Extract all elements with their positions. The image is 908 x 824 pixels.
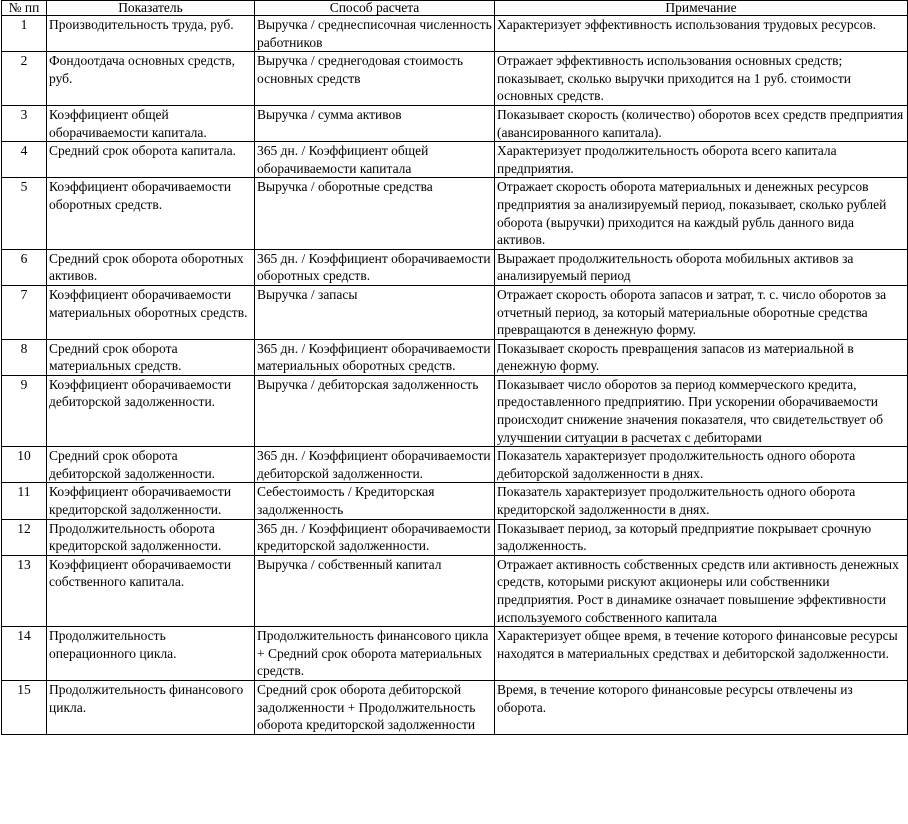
row-indicator: Фондоотдача основных средств, руб. <box>47 52 255 106</box>
row-note: Показывает период, за который предприятие покрывает срочную задолженность. <box>495 519 908 555</box>
row-number: 4 <box>2 142 47 178</box>
row-note: Показатель характеризует продолжительность одного оборота дебиторской задолженности в днях. <box>495 447 908 483</box>
row-method: Выручка / сумма активов <box>255 105 495 141</box>
row-indicator: Продолжительность оборота кредиторской задолженности. <box>47 519 255 555</box>
row-method: 365 дн. / Коэффициент оборачиваемости оборотных средств. <box>255 249 495 285</box>
row-indicator: Коэффициент оборачиваемости материальных оборотных средств. <box>47 285 255 339</box>
table-row <box>2 178 908 249</box>
row-number: 8 <box>2 339 47 375</box>
header-indicator: Показатель <box>47 1 255 16</box>
table-row <box>2 627 908 681</box>
row-number: 11 <box>2 483 47 519</box>
row-number: 13 <box>2 555 47 626</box>
row-method: Выручка / среднесписочная численность работников <box>255 16 495 52</box>
table-row <box>2 105 908 141</box>
row-note: Показывает число оборотов за период коммерческого кредита, предоставленного предприятию. При ускорении оборачиваемости происходит снижение значения показателя, что свидетельствует об улучшении ситуации в расчетах с дебиторами <box>495 375 908 446</box>
table-row <box>2 249 908 285</box>
row-number: 9 <box>2 375 47 446</box>
header-row <box>2 1 908 16</box>
row-note: Отражает эффективность использования основных средств; показывает, сколько выручки приходится на 1 руб. стоимости основных средств. <box>495 52 908 106</box>
table-row <box>2 519 908 555</box>
header-number: № пп <box>2 1 47 16</box>
row-number: 2 <box>2 52 47 106</box>
table-row <box>2 375 908 446</box>
table-row <box>2 555 908 626</box>
row-number: 3 <box>2 105 47 141</box>
row-note: Показатель характеризует продолжительность одного оборота кредиторской задолженности в днях. <box>495 483 908 519</box>
row-note: Отражает скорость оборота материальных и денежных ресурсов предприятия за анализируемый период, показывает, сколько рублей оборота (выручки) приходится на каждый рубль данного вида активов. <box>495 178 908 249</box>
header-method: Способ расчета <box>255 1 495 16</box>
row-note: Характеризует эффективность использования трудовых ресурсов. <box>495 16 908 52</box>
row-note: Характеризует продолжительность оборота всего капитала предприятия. <box>495 142 908 178</box>
row-indicator: Средний срок оборота оборотных активов. <box>47 249 255 285</box>
row-note: Показывает скорость превращения запасов из материальной в денежную форму. <box>495 339 908 375</box>
row-indicator: Коэффициент оборачиваемости кредиторской задолженности. <box>47 483 255 519</box>
row-method: 365 дн. / Коэффициент общей оборачиваемости капитала <box>255 142 495 178</box>
header-note: Примечание <box>495 1 908 16</box>
table-row <box>2 16 908 52</box>
row-number: 7 <box>2 285 47 339</box>
row-method: Себестоимость / Кредиторская задолженность <box>255 483 495 519</box>
row-indicator: Средний срок оборота материальных средств. <box>47 339 255 375</box>
row-indicator: Коэффициент оборачиваемости собственного капитала. <box>47 555 255 626</box>
row-method: Выручка / запасы <box>255 285 495 339</box>
row-indicator: Средний срок оборота дебиторской задолженности. <box>47 447 255 483</box>
row-indicator: Коэффициент общей оборачиваемости капитала. <box>47 105 255 141</box>
row-method: Средний срок оборота дебиторской задолженности + Продолжительность оборота кредиторской задолженности <box>255 680 495 734</box>
row-note: Отражает скорость оборота запасов и затрат, т. с. число оборотов за отчетный период, за который материальные оборотные средства превращаются в денежную форму. <box>495 285 908 339</box>
row-indicator: Коэффициент оборачиваемости дебиторской задолженности. <box>47 375 255 446</box>
row-number: 10 <box>2 447 47 483</box>
row-indicator: Продолжительность финансового цикла. <box>47 680 255 734</box>
row-number: 14 <box>2 627 47 681</box>
table-row <box>2 285 908 339</box>
row-number: 1 <box>2 16 47 52</box>
table-row <box>2 339 908 375</box>
row-method: Выручка / дебиторская задолженность <box>255 375 495 446</box>
table-row <box>2 142 908 178</box>
row-number: 12 <box>2 519 47 555</box>
row-indicator: Продолжительность операционного цикла. <box>47 627 255 681</box>
row-number: 15 <box>2 680 47 734</box>
table-row <box>2 680 908 734</box>
row-method: Выручка / собственный капитал <box>255 555 495 626</box>
row-method: Продолжительность финансового цикла + Средний срок оборота материальных средств. <box>255 627 495 681</box>
row-note: Характеризует общее время, в течение которого финансовые ресурсы находятся в материальных средствах и дебиторской задолженности. <box>495 627 908 681</box>
row-method: 365 дн. / Коэффициент оборачиваемости кредиторской задолженности. <box>255 519 495 555</box>
row-indicator: Производительность труда, руб. <box>47 16 255 52</box>
row-method: Выручка / среднегодовая стоимость основных средств <box>255 52 495 106</box>
row-indicator: Средний срок оборота капитала. <box>47 142 255 178</box>
indicators-table <box>1 0 908 735</box>
row-number: 6 <box>2 249 47 285</box>
row-note: Время, в течение которого финансовые ресурсы отвлечены из оборота. <box>495 680 908 734</box>
row-number: 5 <box>2 178 47 249</box>
row-note: Выражает продолжительность оборота мобильных активов за анализируемый период <box>495 249 908 285</box>
row-indicator: Коэффициент оборачиваемости оборотных средств. <box>47 178 255 249</box>
row-note: Отражает активность собственных средств или активность денежных средств, которыми рискуют акционеры или собственники предприятия. Рост в динамике означает повышение эффективности используемого собственного капитала <box>495 555 908 626</box>
table-row <box>2 483 908 519</box>
row-note: Показывает скорость (количество) оборотов всех средств предприятия (авансированного капитала). <box>495 105 908 141</box>
row-method: 365 дн. / Коэффициент оборачиваемости материальных оборотных средств. <box>255 339 495 375</box>
table-row <box>2 447 908 483</box>
table-row <box>2 52 908 106</box>
row-method: Выручка / оборотные средства <box>255 178 495 249</box>
table-body <box>2 16 908 735</box>
row-method: 365 дн. / Коэффициент оборачиваемости дебиторской задолженности. <box>255 447 495 483</box>
